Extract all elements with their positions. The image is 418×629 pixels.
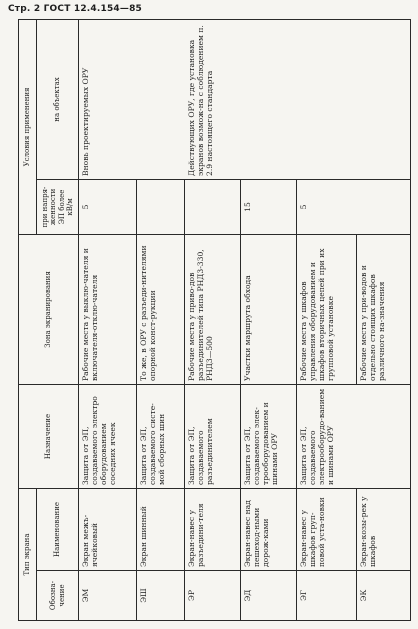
row-purpose: Защита от ЭП, создаваемого электро оборудованием соседних ячеек: [79, 384, 137, 488]
row-objects: [137, 19, 185, 179]
row-code: ЭШ: [137, 571, 185, 621]
row-zone: Рабочие места у при-водов и отдельно стоящих шкафов различного на-значения: [357, 234, 411, 384]
row-code: ЭМ: [79, 571, 137, 621]
rotated-table-frame: [18, 20, 410, 621]
row-purpose: [357, 384, 411, 488]
row-e-value: [357, 179, 411, 234]
row-e-value: 5: [79, 179, 137, 234]
table-row: [79, 19, 137, 620]
row-zone: То же, в ОРУ с разъеди-нителями опорной конст-рукции: [137, 234, 185, 384]
row-purpose: Защита от ЭП, создаваемого элек-трооборудованием и шинами ОРУ: [241, 384, 297, 488]
row-objects: [241, 19, 297, 179]
table-row: [241, 19, 297, 620]
group-header-type: Тип экрана: [19, 488, 37, 620]
row-objects: Вновь проектируемых ОРУ: [79, 19, 137, 179]
row-zone: Рабочие места у шкафов управления оборудованием и шкафов вторичных цепей при их групповой установке: [297, 234, 357, 384]
table-row: [185, 19, 241, 620]
row-e-value: 15: [241, 179, 297, 234]
header-row-1: [19, 19, 37, 620]
row-zone: Рабочие места у приво-дов разъединителей типа РНД3-330, РНД3—500: [185, 234, 241, 384]
table-row: [137, 19, 185, 620]
table-row: [357, 19, 411, 620]
row-objects: [297, 19, 357, 179]
row-name: Экран-навес у шкафов груп-повой уста-новки: [297, 488, 357, 570]
row-name: Экран-козы-рек у шкафов: [357, 488, 411, 570]
row-name: Экран межъ-ячейковый: [79, 488, 137, 570]
row-zone: Рабочие места у выклю-чателя и включателя-отклю-чателя: [79, 234, 137, 384]
header-e-value: при напря-женности ЭП более кВ/м: [37, 179, 79, 234]
header-zone: Зона экранирования: [19, 234, 79, 384]
table-grid: [18, 19, 411, 621]
screen-types-table: [18, 20, 410, 621]
row-name: Экран-навес у разъедини-теля: [185, 488, 241, 570]
header-purpose: Назначение: [19, 384, 79, 488]
header-objects: на объектах: [37, 19, 79, 179]
row-code: ЭГ: [297, 571, 357, 621]
row-name: Экран-навес над пешеход-ными дорож-ками: [241, 488, 297, 570]
row-code: ЭР: [185, 571, 241, 621]
row-objects: Действующих ОРУ, где установка экранов возмож-на с соблюдением п. 2.9 настоящего стандарта: [185, 19, 241, 179]
group-header-conditions: Условия применения: [19, 19, 37, 234]
table-row: [297, 19, 357, 620]
row-code: ЭД: [241, 571, 297, 621]
row-purpose: Защита от ЭП, создаваемого систе-мой сборных шин: [137, 384, 185, 488]
row-zone: Участки маршрута обхода: [241, 234, 297, 384]
row-e-value: 5: [297, 179, 357, 234]
row-e-value: [137, 179, 185, 234]
row-code: ЭК: [357, 571, 411, 621]
header-designation: Обозна-чение: [37, 571, 79, 621]
page-header: Стр. 2 ГОСТ 12.4.154—85: [8, 4, 143, 14]
row-name: Экран шинный: [137, 488, 185, 570]
row-purpose: Защита от ЭП, создаваемого электрооборудо-ванием и шинами ОРУ: [297, 384, 357, 488]
row-purpose: Защита от ЭП, создаваемого разъединителем: [185, 384, 241, 488]
row-objects: [357, 19, 411, 179]
header-type-name: Наименование: [37, 488, 79, 570]
row-e-value: [185, 179, 241, 234]
